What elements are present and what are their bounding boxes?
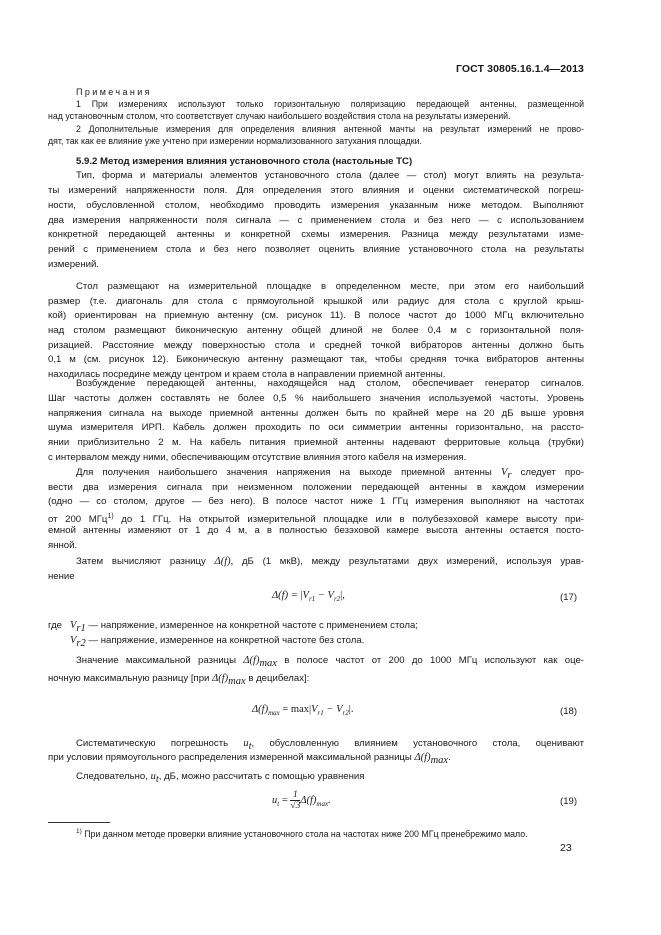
footnote-ref: 1)	[107, 513, 114, 520]
paragraph-line: Затем вычисляют разницу Δ(f), дБ (1 мкВ), между результатами двух измерений, используя урав-	[76, 556, 584, 567]
paragraph-line: размер (т.е. диагональ для стола с прямоугольной крышкой или радиус для стола с круглой крыш-	[48, 296, 584, 307]
equation-18: $\Delta(f)_{max} = \max|V_{r1} - V_{r2}|$.	[252, 704, 354, 718]
paragraph-line: янии приблизительно 2 м. На кабель питания приемной антенны надевают ферритовые кольца (трубки)	[48, 437, 584, 448]
equation-number: (17)	[560, 592, 578, 603]
paragraph-line: емной антенны изменяют от 1 до 4 м, а в полностью безэховой камере высота антенны остается посто-	[48, 525, 584, 536]
footnote: $^{1)}$ При данном методе проверки влияние установочного стола на частотах ниже 200 МГц пренебрежимо мало.	[76, 828, 528, 839]
paragraph-line: Возбуждение передающей антенны, находящейся над столом, обеспечивает генератор сигналов.	[76, 378, 584, 389]
paragraph-line: ности, обусловленной столом, необходимо проводить измерения указанным ниже методом. Выполняют	[48, 200, 584, 211]
paragraph-line: напряжения сигнала на выходе приемной антенны должен быть по крайней мере на 20 дБ выше уровня	[48, 408, 584, 419]
paragraph-line: от 200 МГц$^{1)}$ до 1 ГГц. На открытой измерительной площадке или в полубезэховой камере высоту при-	[48, 513, 585, 526]
paragraph-line: два измерения напряженности поля сигнала — с применением стола и без него — с использованием	[48, 215, 584, 226]
paragraph-line: янной.	[48, 540, 78, 551]
paragraph-line: Для получения наибольшего значения напряжения на выходе приемной антенны $V_r$ следует про-	[76, 467, 584, 481]
note-1-line-1: 1 При измерениях используют только горизонтальную поляризацию передающей антенны, размещенной	[76, 99, 584, 109]
paragraph-line: нение	[48, 571, 75, 582]
paragraph-line: Шаг частоты должен составлять не более 0,5 % наибольшего значения используемой частоты. Уровень	[48, 393, 584, 404]
paragraph-line: над столом размещают биконическую антенну общей длиной не более 0,4 м с горизонтальной поля-	[48, 325, 584, 336]
delta-symbol: Δ(f),	[214, 556, 234, 567]
equation-number: (19)	[560, 796, 578, 807]
paragraph-line: ризацией. Расстояние между поверхностью стола и средней точкой вибраторов антенны должно быть	[48, 340, 584, 351]
paragraph-line: шума измерителя ИРП. Кабель должен проходить по оси симметрии антенны горизонтально, на рассто-	[48, 422, 584, 433]
paragraph-line: измерений.	[48, 259, 100, 270]
paragraph-line: ты измерений напряженности поля. Для определения этого влияния и оценки систематической погреш-	[48, 185, 584, 196]
notes-heading: Примечания	[76, 87, 152, 97]
paragraph-line: Следовательно, $u_t$, дБ, можно рассчитать с помощью уравнения	[76, 771, 365, 785]
equation-number: (18)	[560, 706, 578, 717]
note-2-line-1: 2 Дополнительные измерения для определения влияния антенной мачты на результат измерений не прово-	[76, 124, 584, 134]
paragraph-line: Систематическую погрешность $u_t$, обусловленную влиянием установочного стола, оценивают	[76, 738, 584, 752]
document-header: ГОСТ 30805.16.1.4—2013	[456, 63, 584, 75]
paragraph-line: ночную максимальную разницу [при $\Delta(f)_{max}$ в децибелах]:	[48, 673, 310, 687]
paragraph-line: кой) ориентирован на приемную антенну (см. рисунок 11). В полосе частот до 1000 МГц включительно	[48, 310, 584, 321]
paragraph-line: (одно — со столом, другое — без него). В полосе частот ниже 1 ГГц измерения выполняют на частотах	[48, 496, 584, 507]
equation-17: $\Delta(f) = |V_{r1} - V_{r2}|$,	[272, 590, 345, 604]
paragraph-line: находилась посредине между центром и краем стола в направлении приемной антенны.	[48, 369, 446, 380]
footnote-separator	[48, 822, 110, 823]
page-number: 23	[560, 842, 572, 854]
paragraph-line: конкретной передающей антенны и конкретной схемы измерения. Разница между результатами изме-	[48, 229, 584, 240]
section-title: 5.9.2 Метод измерения влияния установочного стола (настольные ТС)	[76, 156, 413, 167]
paragraph-line: 0,1 м (см. рисунок 12). Биконическую антенну размещают так, чтобы средняя точка вибраторов антенны	[48, 354, 584, 365]
paragraph-line: Значение максимальной разницы $\Delta(f)_{max}$ в полосе частот от 200 до 1000 МГц используют как оце-	[76, 655, 585, 669]
paragraph-line: при условии прямоугольного распределения измеренной максимальной разницы $\Delta(f)_{max}$.	[48, 752, 451, 766]
where-label: где	[48, 620, 63, 631]
paragraph-line: рений с применением стола и без него позволяет оценить влияние установочного стола на результаты	[48, 244, 584, 255]
note-1-line-2: над установочным столом, что соответствует случаю наибольшего воздействия стола на результаты измерений.	[48, 111, 511, 121]
equation-19: $u_t$ = $\frac{1}{√3}$ $\Delta(f)_{max}$.	[272, 790, 331, 811]
paragraph-line: вести два измерения сигнала при неизменном положении передающей антенны в каждом измерении	[48, 482, 584, 493]
where-v-r2: $V_{r2}$ — напряжение, измеренное на конкретной частоте без стола.	[70, 635, 365, 649]
where-v-r1: $V_{r1}$ — напряжение, измеренное на конкретной частоте с применением стола;	[70, 620, 418, 634]
fraction: $\frac{1}{√3}$	[290, 790, 301, 811]
paragraph-line: с интервалом между ними, обеспечивающим отсутствие влияния этого кабеля на измерения.	[48, 452, 467, 463]
paragraph-line: Тип, форма и материалы элементов установочного стола (далее — стол) могут влиять на результа-	[76, 170, 584, 181]
paragraph-line: Стол размещают на измерительной площадке в определенном месте, при этом его наибольший	[76, 281, 584, 292]
note-2-line-2: дят, так как ее влияние уже учтено при измерении нормализованного затухания площадки.	[48, 136, 423, 146]
